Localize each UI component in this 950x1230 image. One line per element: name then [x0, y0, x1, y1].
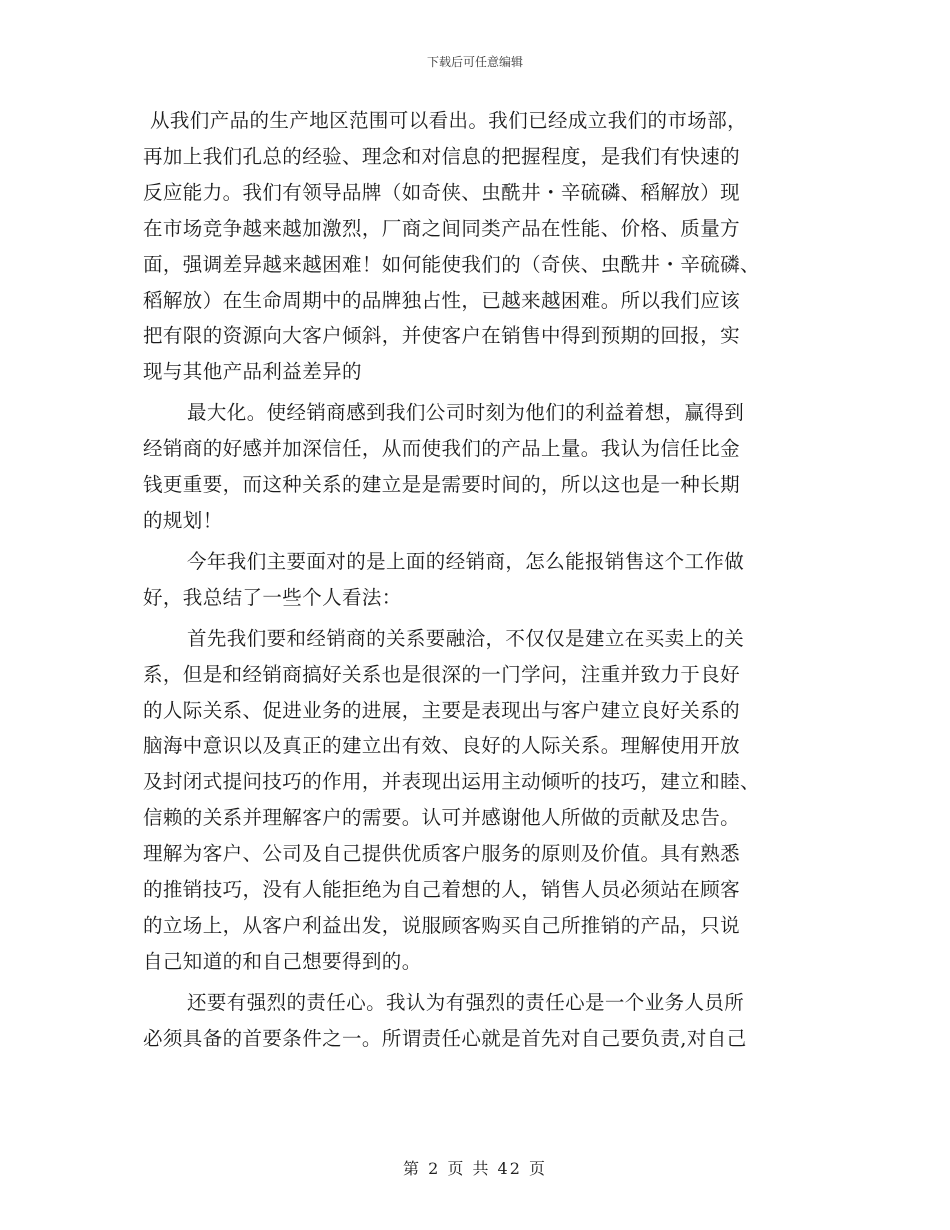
text-line: 面，强调差异越来越困难！如何能使我们的（奇侠、虫酰井・辛硫磷、: [143, 252, 760, 276]
paragraph-2: [143, 395, 808, 539]
text-line: 现与其他产品利益差异的: [143, 360, 362, 384]
text-line: 再加上我们孔总的经验、理念和对信息的把握程度，是我们有快速的: [143, 144, 741, 168]
text-line: 信赖的关系并理解客户的需要。认可并感谢他人所做的贡献及忠告。: [143, 806, 741, 830]
paragraph-4: [143, 621, 808, 980]
text-line: 在市场竞争越来越加激烈，厂商之间同类产品在性能、价格、质量方: [143, 216, 741, 240]
paragraph-1: [143, 103, 808, 390]
paragraph-5: [143, 985, 808, 1057]
text-line: 系，但是和经销商搞好关系也是很深的一门学问，注重并致力于良好: [143, 662, 741, 686]
text-line: 的人际关系、促进业务的进展，主要是表现出与客户建立良好关系的: [143, 698, 741, 722]
text-line: 必须具备的首要条件之一。所谓责任心就是首先对自己要负责,对自己: [143, 1026, 747, 1050]
text-line: 的推销技巧，没有人能拒绝为自己着想的人，销售人员必须站在顾客: [143, 878, 741, 902]
text-line: 好，我总结了一些个人看法：: [143, 585, 402, 609]
text-line: 及封闭式提问技巧的作用，并表现出运用主动倾听的技巧，建立和睦、: [143, 770, 760, 794]
document-body: [143, 103, 808, 1062]
text-line: 经销商的好感并加深信任，从而使我们的产品上量。我认为信任比金: [143, 437, 741, 461]
text-line: 反应能力。我们有领导品牌（如奇侠、虫酰井・辛硫磷、稻解放）现: [143, 180, 741, 204]
text-line: 的规划！: [143, 508, 223, 532]
text-line: 把有限的资源向大客户倾斜，并使客户在销售中得到预期的回报，实: [143, 324, 741, 348]
text-line: 首先我们要和经销商的关系要融洽，不仅仅是建立在买卖上的关: [187, 626, 745, 650]
text-line: 自己知道的和自己想要得到的。: [143, 949, 422, 973]
text-line: 的立场上，从客户利益出发，说服顾客购买自己所推销的产品，只说: [143, 913, 741, 937]
text-line: 脑海中意识以及真正的建立出有效、良好的人际关系。理解使用开放: [143, 734, 741, 758]
page-number-footer: 第 2 页 共 42 页: [403, 1159, 547, 1178]
text-line: 从我们产品的生产地区范围可以看出。我们已经成立我们的市场部，: [150, 109, 748, 132]
page-header: 下载后可任意编辑: [426, 55, 523, 69]
text-line: 还要有强烈的责任心。我认为有强烈的责任心是一个业务人员所: [187, 990, 745, 1014]
text-line: 最大化。使经销商感到我们公司时刻为他们的利益着想，赢得到: [187, 401, 745, 425]
text-line: 钱更重要，而这种关系的建立是是需要时间的，所以这也是一种长期: [143, 473, 741, 497]
text-line: 今年我们主要面对的是上面的经销商，怎么能报销售这个工作做: [187, 549, 745, 573]
text-line: 稻解放）在生命周期中的品牌独占性，已越来越困难。所以我们应该: [143, 288, 741, 312]
paragraph-3: [143, 544, 808, 616]
text-line: 理解为客户、公司及自己提供优质客户服务的原则及价值。具有熟悉: [143, 842, 741, 866]
